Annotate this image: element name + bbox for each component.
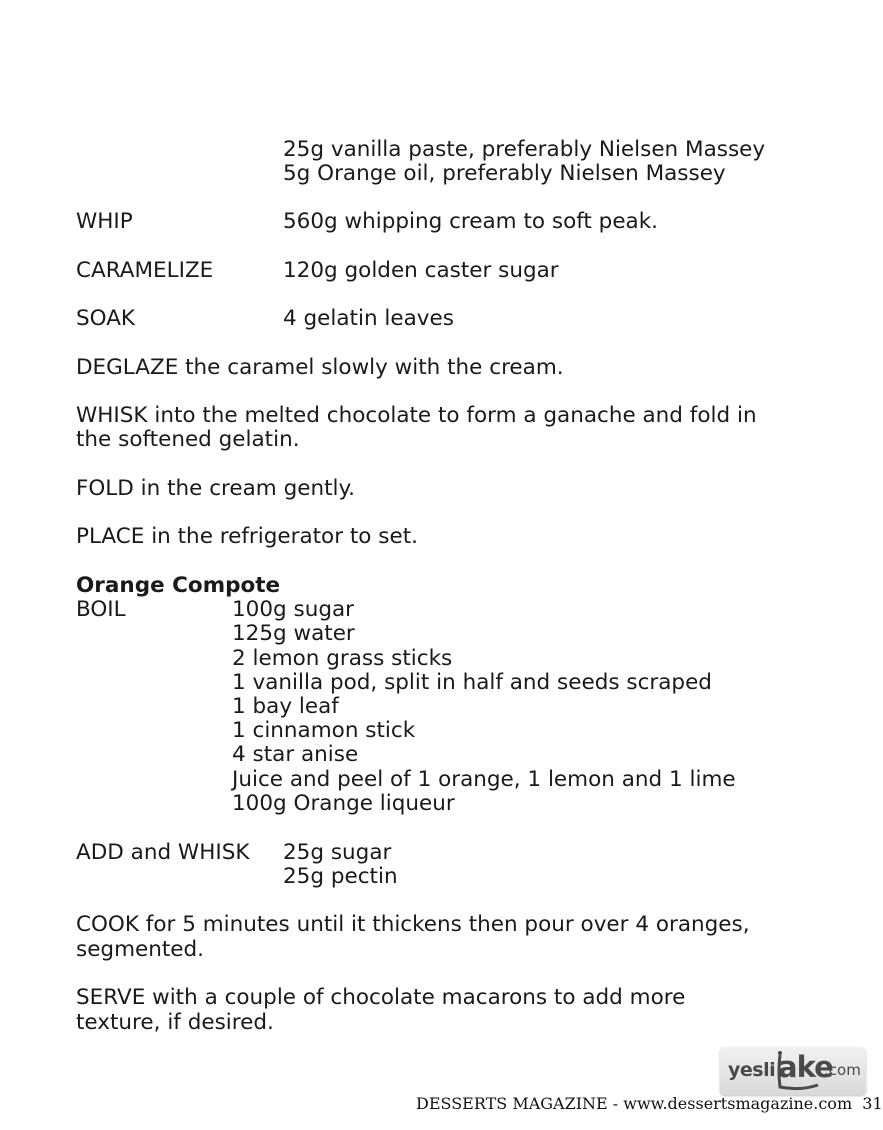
boil-item: 100g Orange liqueur [232,791,455,816]
step-label-whip: WHIP [76,209,133,234]
paragraph-serve-line: texture, if desired. [76,1010,274,1035]
watermark-text: .com [824,1061,861,1079]
boil-item: 1 bay leaf [232,694,339,719]
paragraph-place: PLACE in the refrigerator to set. [76,524,418,549]
paragraph-cook-line: segmented. [76,937,205,962]
step-label-add-and-whisk: ADD and WHISK [76,840,250,865]
paragraph-fold: FOLD in the cream gently. [76,476,355,501]
ingredient-line: 25g vanilla paste, preferably Nielsen Massey [283,137,766,162]
watermark-logo [720,1047,866,1095]
paragraph-whisk-line: WHISK into the melted chocolate to form a ganache and fold in [76,403,757,428]
boil-item: 4 star anise [232,742,359,767]
step-label-boil: BOIL [76,597,126,622]
boil-item: Juice and peel of 1 orange, 1 lemon and 1 lime [232,767,736,792]
watermark-text: ake [778,1050,833,1084]
add-item: 25g sugar [283,840,392,865]
step-text-whip: 560g whipping cream to soft peak. [283,209,659,234]
paragraph-whisk-line: the softened gelatin. [76,427,300,452]
step-text-caramelize: 120g golden caster sugar [283,258,559,283]
boil-item: 2 lemon grass sticks [232,646,453,671]
boil-item: 1 vanilla pod, split in half and seeds scraped [232,670,712,695]
step-label-soak: SOAK [76,306,135,331]
boil-item: 100g sugar [232,597,355,622]
paragraph-deglaze: DEGLAZE the caramel slowly with the cream. [76,355,564,380]
step-label-caramelize: CARAMELIZE [76,258,214,283]
step-text-soak: 4 gelatin leaves [283,306,454,331]
add-item: 25g pectin [283,864,398,889]
page-footer [416,1094,883,1113]
paragraph-serve-line: SERVE with a couple of chocolate macarons to add more [76,985,686,1010]
page-number: 31 [862,1094,883,1113]
ingredient-line: 5g Orange oil, preferably Nielsen Massey [283,161,726,186]
paragraph-cook-line: COOK for 5 minutes until it thickens then pour over 4 oranges, [76,912,750,937]
boil-item: 125g water [232,621,355,646]
footer-magazine: DESSERTS MAGAZINE - www.dessertsmagazine.com [416,1094,853,1113]
watermark-text: yesli [728,1059,776,1081]
section-heading: Orange Compote [76,573,281,598]
boil-item: 1 cinnamon stick [232,718,416,743]
